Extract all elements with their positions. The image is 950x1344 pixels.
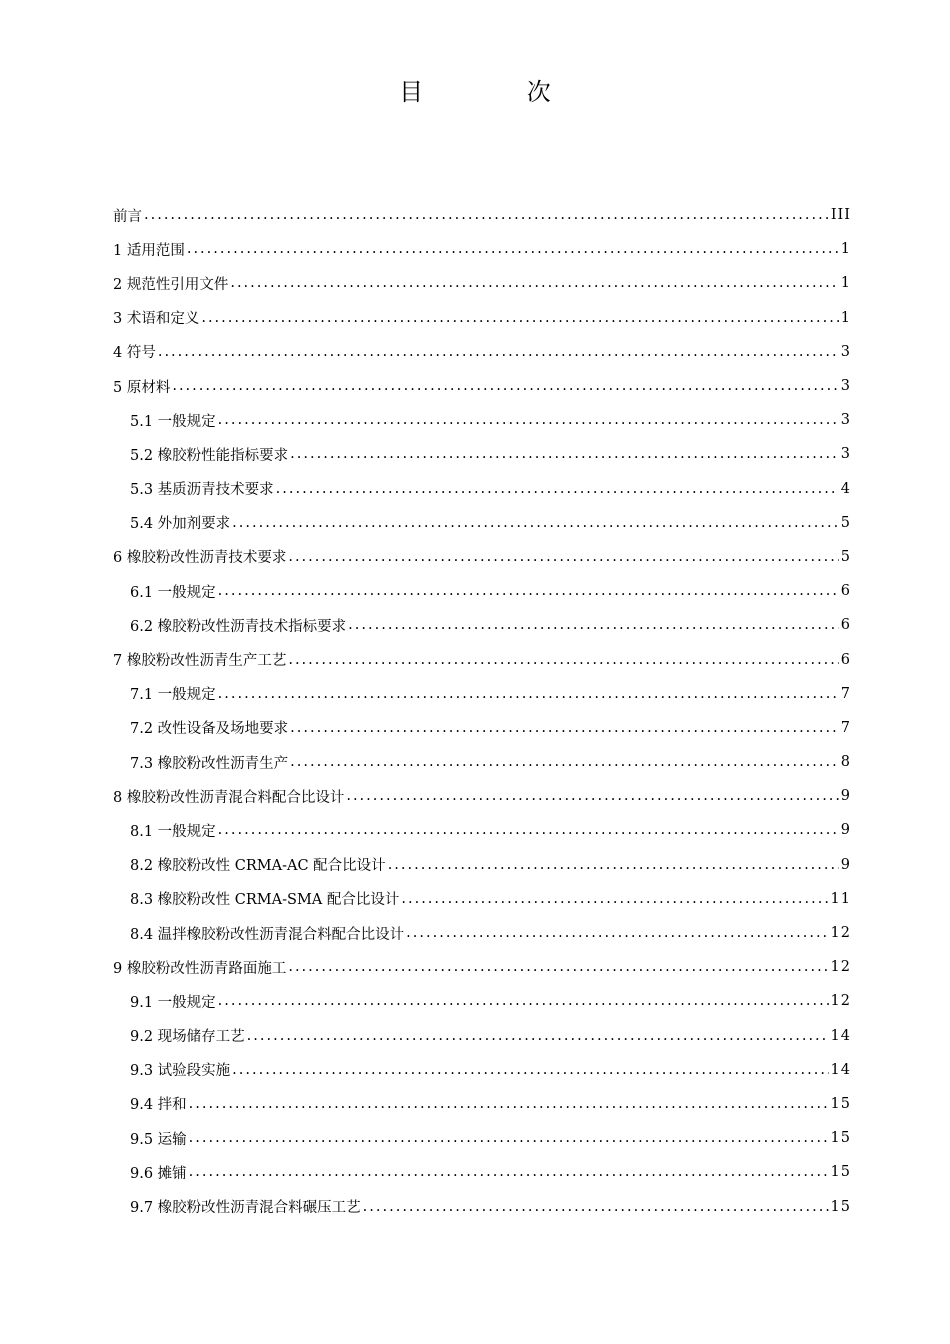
- toc-dot-leader: [218, 686, 839, 702]
- toc-entry-label: 7.3 橡胶粉改性沥青生产: [130, 755, 289, 772]
- toc-entry-label: 8.3 橡胶粉改性 CRMA-SMA 配合比设计: [130, 892, 400, 909]
- toc-entry-label: 9.3 试验段实施: [130, 1063, 231, 1080]
- toc-dot-leader: [232, 1062, 828, 1078]
- toc-entry[interactable]: [113, 984, 851, 1018]
- toc-dot-leader: [218, 822, 839, 838]
- toc-entry-page-number: 3: [840, 412, 851, 429]
- toc-entry[interactable]: [113, 916, 851, 950]
- toc-entry-label: 6.1 一般规定: [130, 584, 216, 601]
- toc-entry[interactable]: [113, 779, 851, 813]
- toc-entry[interactable]: [113, 950, 851, 984]
- toc-entry[interactable]: [113, 1087, 851, 1121]
- toc-dot-leader: [189, 1164, 829, 1180]
- toc-entry-page-number: 1: [840, 275, 851, 292]
- toc-entry-page-number: 3: [840, 378, 851, 395]
- toc-entry-page-number: 1: [840, 241, 851, 258]
- toc-entry-page-number: 15: [830, 1130, 851, 1147]
- toc-entry[interactable]: [113, 711, 851, 745]
- toc-dot-leader: [189, 1096, 829, 1112]
- toc-entry[interactable]: [113, 848, 851, 882]
- toc-entry-label: 9 橡胶粉改性沥青路面施工: [113, 960, 287, 977]
- toc-dot-leader: [218, 993, 829, 1009]
- toc-dot-leader: [218, 412, 839, 428]
- toc-entry-page-number: 5: [840, 514, 851, 531]
- toc-dot-leader: [348, 617, 839, 633]
- toc-entry-label: 7 橡胶粉改性沥青生产工艺: [113, 653, 287, 670]
- toc-entry-label: 前言: [113, 208, 142, 225]
- toc-entry-label: 5 原材料: [113, 379, 171, 396]
- toc-entry-label: 5.3 基质沥青技术要求: [130, 482, 274, 499]
- toc-entry-page-number: 12: [830, 925, 851, 942]
- toc-entry[interactable]: [113, 608, 851, 642]
- toc-dot-leader: [144, 207, 829, 223]
- toc-entry-label: 5.2 橡胶粉性能指标要求: [130, 447, 289, 464]
- toc-entry-page-number: 6: [840, 617, 851, 634]
- toc-entry-label: 9.4 拌和: [130, 1097, 187, 1114]
- toc-entry[interactable]: [113, 472, 851, 506]
- toc-entry-page-number: 9: [840, 788, 851, 805]
- toc-entry[interactable]: [113, 745, 851, 779]
- toc-entry-page-number: 5: [840, 548, 851, 565]
- toc-dot-leader: [158, 344, 839, 360]
- toc-entry[interactable]: [113, 335, 851, 369]
- toc-entry[interactable]: [113, 540, 851, 574]
- toc-entry-label: 9.1 一般规定: [130, 994, 216, 1011]
- toc-entry-page-number: 15: [830, 1164, 851, 1181]
- toc-entry-label: 1 适用范围: [113, 242, 185, 259]
- toc-dot-leader: [288, 549, 838, 565]
- toc-dot-leader: [172, 378, 838, 394]
- toc-entry-page-number: 6: [840, 651, 851, 668]
- toc-entry-page-number: 6: [840, 583, 851, 600]
- toc-dot-leader: [401, 891, 828, 907]
- toc-entry-page-number: 12: [830, 959, 851, 976]
- toc-entry-page-number: 3: [840, 446, 851, 463]
- toc-dot-leader: [232, 515, 839, 531]
- toc-dot-leader: [363, 1199, 829, 1215]
- toc-entry-page-number: 8: [840, 754, 851, 771]
- toc-entry[interactable]: [113, 1189, 851, 1223]
- toc-entry[interactable]: [113, 198, 851, 232]
- toc-dot-leader: [290, 720, 839, 736]
- toc-dot-leader: [290, 754, 839, 770]
- toc-entry-page-number: 14: [830, 1061, 851, 1078]
- toc-dot-leader: [276, 481, 839, 497]
- toc-entry[interactable]: [113, 574, 851, 608]
- toc-dot-leader: [201, 310, 838, 326]
- toc-entry[interactable]: [113, 677, 851, 711]
- toc-entry[interactable]: [113, 813, 851, 847]
- toc-entry-label: 7.1 一般规定: [130, 687, 216, 704]
- toc-entry-label: 8.1 一般规定: [130, 823, 216, 840]
- toc-entry-label: 6 橡胶粉改性沥青技术要求: [113, 550, 287, 567]
- toc-dot-leader: [230, 275, 838, 291]
- toc-entry-label: 9.5 运输: [130, 1131, 187, 1148]
- toc-entry[interactable]: [113, 437, 851, 471]
- table-of-contents: [113, 198, 851, 1224]
- toc-entry-page-number: 12: [830, 993, 851, 1010]
- toc-dot-leader: [187, 241, 839, 257]
- toc-entry[interactable]: [113, 642, 851, 676]
- toc-entry[interactable]: [113, 1053, 851, 1087]
- toc-entry[interactable]: [113, 266, 851, 300]
- toc-entry-label: 9.6 摊铺: [130, 1165, 187, 1182]
- toc-entry[interactable]: [113, 1121, 851, 1155]
- toc-dot-leader: [288, 652, 838, 668]
- toc-entry[interactable]: [113, 506, 851, 540]
- toc-entry-label: 8.2 橡胶粉改性 CRMA-AC 配合比设计: [130, 858, 386, 875]
- toc-entry-label: 9.2 现场储存工艺: [130, 1029, 245, 1046]
- toc-dot-leader: [218, 583, 839, 599]
- toc-entry[interactable]: [113, 1019, 851, 1053]
- toc-dot-leader: [290, 446, 839, 462]
- toc-entry-label: 7.2 改性设备及场地要求: [130, 721, 289, 738]
- toc-entry-page-number: 9: [840, 856, 851, 873]
- toc-dot-leader: [346, 788, 838, 804]
- toc-entry-label: 5.4 外加剂要求: [130, 516, 231, 533]
- toc-entry-label: 9.7 橡胶粉改性沥青混合料碾压工艺: [130, 1200, 361, 1217]
- toc-entry-page-number: 11: [830, 890, 851, 907]
- toc-entry-page-number: 7: [840, 719, 851, 736]
- toc-dot-leader: [247, 1028, 829, 1044]
- toc-entry[interactable]: [113, 369, 851, 403]
- toc-entry[interactable]: [113, 882, 851, 916]
- toc-entry[interactable]: [113, 403, 851, 437]
- toc-entry-page-number: 1: [840, 309, 851, 326]
- toc-dot-leader: [406, 925, 828, 941]
- toc-entry[interactable]: [113, 232, 851, 266]
- toc-entry-page-number: III: [830, 207, 851, 224]
- toc-entry-page-number: 15: [830, 1198, 851, 1215]
- toc-entry-page-number: 9: [840, 822, 851, 839]
- toc-entry-label: 8 橡胶粉改性沥青混合料配合比设计: [113, 789, 345, 806]
- toc-entry-label: 5.1 一般规定: [130, 413, 216, 430]
- toc-entry-label: 4 符号: [113, 345, 156, 362]
- toc-entry-page-number: 14: [830, 1027, 851, 1044]
- toc-entry[interactable]: [113, 1155, 851, 1189]
- toc-entry-label: 2 规范性引用文件: [113, 276, 229, 293]
- toc-entry-label: 8.4 温拌橡胶粉改性沥青混合料配合比设计: [130, 926, 405, 943]
- page-title: 目 次: [399, 78, 599, 106]
- toc-entry[interactable]: [113, 301, 851, 335]
- toc-entry-label: 3 术语和定义: [113, 311, 200, 328]
- toc-entry-page-number: 7: [840, 685, 851, 702]
- toc-entry-label: 6.2 橡胶粉改性沥青技术指标要求: [130, 618, 347, 635]
- toc-dot-leader: [189, 1130, 829, 1146]
- toc-entry-page-number: 4: [840, 480, 851, 497]
- toc-dot-leader: [288, 959, 828, 975]
- toc-dot-leader: [388, 857, 839, 873]
- toc-entry-page-number: 15: [830, 1095, 851, 1112]
- toc-entry-page-number: 3: [840, 343, 851, 360]
